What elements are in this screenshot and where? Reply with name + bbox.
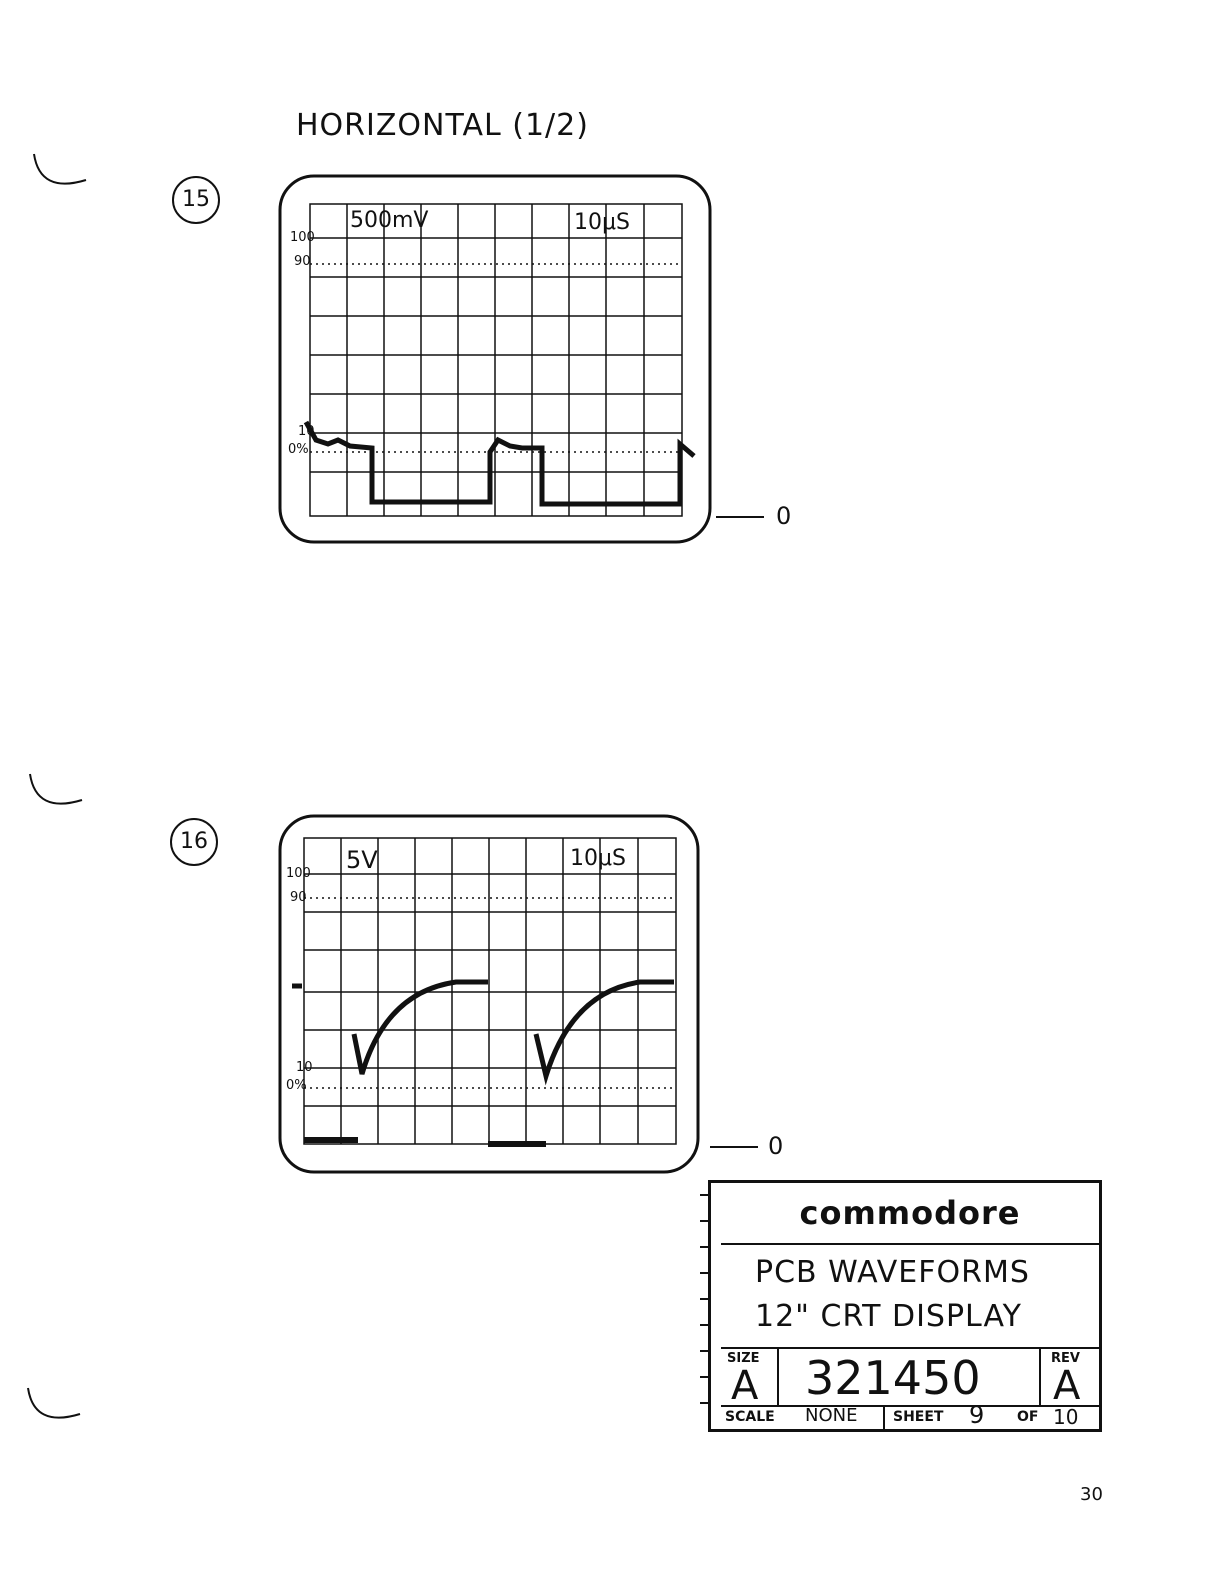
margin-tick: [700, 1246, 708, 1248]
margin-tick: [700, 1220, 708, 1222]
of-value: 10: [1053, 1405, 1079, 1429]
margin-tick: [700, 1272, 708, 1274]
marker-90-15: 90: [294, 254, 311, 269]
rev-label: REV: [1051, 1351, 1080, 1366]
zero-line-15: [716, 514, 766, 520]
scope-number-16: 16: [170, 818, 218, 866]
waveform-trace: [292, 982, 674, 1076]
sheet-label: SHEET: [893, 1409, 944, 1425]
scope-number-15: 15: [172, 176, 220, 224]
margin-tick: [700, 1402, 708, 1404]
margin-tick: [700, 1298, 708, 1300]
volts-per-div-16: 5V: [346, 846, 378, 874]
size-value: A: [731, 1363, 759, 1409]
margin-tick: [700, 1194, 708, 1196]
sheet-value: 9: [969, 1401, 985, 1429]
title-block: [708, 1180, 1102, 1432]
zero-reference-16: 0: [768, 1132, 784, 1160]
volts-per-div-15: 500mV: [350, 208, 429, 233]
graticule: [310, 204, 682, 516]
oscilloscope-screen-15: [276, 172, 716, 546]
description-line-1: PCB WAVEFORMS: [755, 1255, 1030, 1290]
binder-mark: [24, 1384, 88, 1434]
scale-sheet-row: [721, 1401, 1099, 1431]
waveform-trace: [306, 422, 694, 504]
scale-value: NONE: [805, 1405, 858, 1426]
binder-mark: [30, 150, 94, 200]
size-label: SIZE: [727, 1351, 760, 1366]
marker-100-16: 100: [286, 866, 311, 881]
margin-tick: [700, 1324, 708, 1326]
description-line-2: 12" CRT DISPLAY: [755, 1299, 1022, 1334]
scale-label: SCALE: [725, 1409, 775, 1425]
drawing-id-row: [721, 1347, 1099, 1407]
zero-reference-15: 0: [776, 502, 792, 530]
page-number: 30: [1080, 1484, 1103, 1505]
marker-0-16: 0%: [286, 1078, 307, 1093]
drawing-number: 321450: [805, 1351, 981, 1405]
of-label: OF: [1017, 1409, 1039, 1425]
page-heading: HORIZONTAL (1/2): [296, 108, 589, 143]
binder-mark: [26, 770, 90, 820]
company-logo: commodore: [721, 1183, 1099, 1245]
drawing-description: [755, 1251, 1030, 1339]
margin-tick: [700, 1350, 708, 1352]
time-per-div-15: 10μS: [574, 210, 630, 235]
marker-10-16: 10: [296, 1060, 313, 1075]
marker-0-15: 0%: [288, 442, 309, 457]
marker-100-15: 100: [290, 230, 315, 245]
margin-tick: [700, 1376, 708, 1378]
zero-line-16: [710, 1144, 760, 1150]
marker-90-16: 90: [290, 890, 307, 905]
graticule: [304, 838, 676, 1144]
time-per-div-16: 10μS: [570, 846, 626, 871]
oscilloscope-screen-16: [276, 812, 706, 1176]
rev-value: A: [1053, 1363, 1081, 1409]
marker-10-15: 10: [298, 424, 315, 439]
